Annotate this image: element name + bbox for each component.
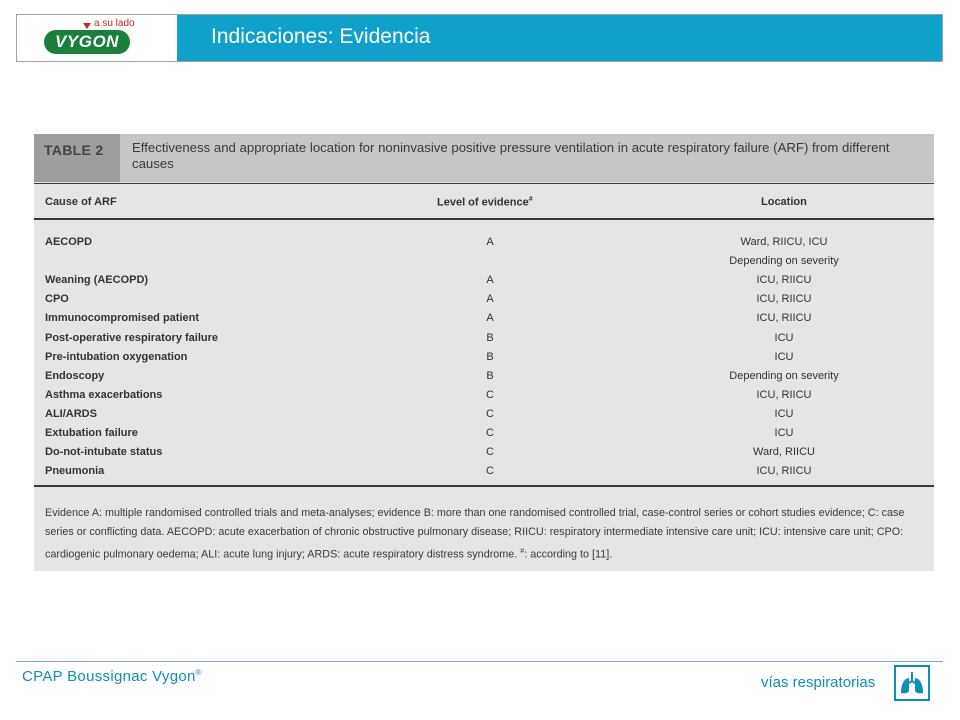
table-footnote — [45, 504, 930, 565]
page-title: Indicaciones: Evidencia — [211, 25, 431, 48]
location-cell: ICU, RIICU — [756, 312, 812, 324]
table-label: TABLE 2 — [44, 142, 104, 158]
level-cell: B — [486, 351, 494, 363]
cause-cell: ALI/ARDS — [45, 408, 97, 420]
divider — [34, 218, 934, 220]
level-cell: C — [486, 427, 494, 439]
location-cell: Ward, RIICU, ICU — [740, 236, 828, 248]
logo-wordmark: VYGON — [44, 30, 130, 54]
cause-cell: CPO — [45, 293, 69, 305]
cause-cell: Pre-intubation oxygenation — [45, 351, 188, 363]
location-cell: ICU, RIICU — [756, 465, 812, 477]
lungs-icon — [894, 665, 930, 701]
cause-cell: Extubation failure — [45, 427, 138, 439]
footer-brand-mark: ® — [195, 668, 202, 677]
level-cell: C — [486, 465, 494, 477]
cause-cell: Weaning (AECOPD) — [45, 274, 149, 286]
cause-cell: Asthma exacerbations — [45, 389, 163, 401]
location-cell: ICU, RIICU — [756, 274, 812, 286]
logo-tagline: a su lado — [94, 18, 135, 29]
level-cell: B — [486, 370, 494, 382]
footer-divider — [16, 661, 943, 662]
level-cell: C — [486, 408, 494, 420]
table-figure — [34, 134, 934, 571]
location-cell: ICU — [774, 427, 794, 439]
location-cell: Depending on severity — [729, 255, 839, 267]
location-cell: ICU — [774, 408, 794, 420]
cause-cell: Pneumonia — [45, 465, 105, 477]
column-header-level-mark: # — [528, 196, 533, 203]
table-label-box — [34, 134, 120, 182]
level-cell: B — [486, 332, 494, 344]
title-bar — [177, 15, 942, 61]
header — [16, 14, 943, 62]
level-cell: A — [486, 236, 494, 248]
column-header-level-text: Level of evidence — [437, 196, 529, 209]
footer-brand — [22, 668, 202, 685]
table-caption: Effectiveness and appropriate location for noninvasive positive pressure ventilation in acute respiratory failure (ARF) from different causes — [132, 140, 890, 171]
column-header-level — [437, 196, 533, 209]
footer-brand-text: CPAP Boussignac Vygon — [22, 668, 196, 685]
cause-cell: AECOPD — [45, 236, 93, 248]
logo — [17, 15, 177, 61]
footnote-tail: : according to [11]. — [524, 548, 613, 561]
column-header-location: Location — [761, 196, 807, 208]
level-cell: A — [486, 312, 494, 324]
location-cell: ICU — [774, 351, 794, 363]
location-cell: ICU, RIICU — [756, 293, 812, 305]
cause-cell: Do-not-intubate status — [45, 446, 163, 458]
location-cell: ICU — [774, 332, 794, 344]
cause-cell: Post-operative respiratory failure — [45, 332, 219, 344]
location-cell: Ward, RIICU — [753, 446, 815, 458]
footer-section-label: vías respiratorias — [761, 674, 876, 691]
table-caption-bar — [34, 134, 934, 182]
level-cell: C — [486, 446, 494, 458]
location-cell: Depending on severity — [729, 370, 839, 382]
location-cell: ICU, RIICU — [756, 389, 812, 401]
level-cell: A — [486, 293, 494, 305]
level-cell: C — [486, 389, 494, 401]
heart-mark-icon — [83, 23, 91, 29]
column-header-cause: Cause of ARF — [45, 196, 117, 208]
cause-cell: Immunocompromised patient — [45, 312, 200, 324]
divider — [34, 183, 934, 184]
footnote-text: Evidence A: multiple randomised controlled trials and meta-analyses; evidence B: more than one randomised controlled trial, case-control series or cohort studies evidence; C: case series or conflicting data. AECOPD: acute exacerbation of chronic obstructive pulmonary disease; RIICU: respiratory intermediate intensive care unit; ICU: intensive care unit; CPO: cardiogenic pulmonary oedema; ALI: acute lung injury; ARDS: acute respiratory distress syndrome. — [45, 507, 905, 561]
level-cell: A — [486, 274, 494, 286]
cause-cell: Endoscopy — [45, 370, 105, 382]
footnote-mark: # — [520, 548, 525, 555]
divider — [34, 485, 934, 487]
